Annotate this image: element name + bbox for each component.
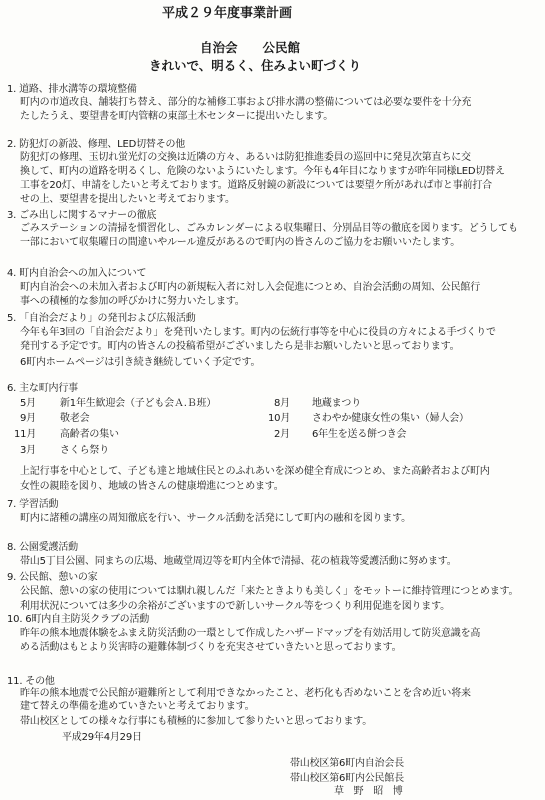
section-3-line: ごみステーションの清掃を慣習化し、ごみカレンダーによる収集曜日、分別品目等の徹底を図ります。どうしても (20, 223, 518, 234)
section-7-heading: 7. 学習活動 (7, 499, 59, 510)
event-month: 8月 (274, 398, 290, 409)
section-2-line: 工事を20灯、申請をしたいと考えております。道路反射鏡の新設については要望ケ所があれば市と事前打合 (20, 180, 492, 191)
event-month: 2月 (274, 429, 290, 440)
event-name: 地蔵まつり (312, 398, 361, 409)
signature-line: 帯山校区第6町内自治会長 (290, 758, 404, 769)
section-10-line: める活動はもとより災害時の避難体制づくりを充実させていきたいと思っております。 (20, 642, 402, 653)
section-5-line: 今年も年3回の「自治会だより」を発刊いたします。町内の伝統行事等を中心に役員の方々による手づくりで (20, 327, 496, 338)
section-9-line: 公民館、憩いの家の使用については馴れ親しんだ「来たときよりも美しく」をモットーに維持管理につとめます。 (20, 586, 519, 597)
section-1-line: 町内の市道改良、舗装打ち替え、部分的な補修工事および排水溝の整備については必要な要件を十分充 (20, 97, 472, 108)
section-6-heading: 6. 主な町内行事 (7, 383, 78, 394)
section-1-line: たしたうえ、要望書を町内管轄の東部土木センターに提出いたします。 (20, 111, 333, 122)
event-name: 高齢者の集い (60, 429, 119, 440)
section-2-heading: 2. 防犯灯の新設、修理、LED切替その他 (7, 139, 186, 150)
page-title: 平成２９年度事業計画 (162, 6, 293, 21)
section-3-line: 一部において収集曜日の間違いやルール違反があるので町内の皆さんのご協力をお願いいたします。 (20, 237, 460, 248)
event-name: さわやか健康女性の集い（婦人会） (312, 413, 469, 424)
section-9-heading: 9. 公民館、憩いの家 (7, 572, 98, 583)
section-8-heading: 8. 公園愛護活動 (7, 542, 78, 553)
section-2-line: 防犯灯の修理、玉切れ蛍光灯の交換は近隣の方々、あるいは防犯推進委員の巡回中に発見次第直ちに交 (20, 152, 471, 163)
section-8-line: 帯山5丁目公園、同まちの広場、地蔵堂周辺等を町内全体で清掃、花の植栽等愛護活動に努めます。 (20, 556, 457, 567)
slogan: きれいで、明るく、住みよい町づくり (149, 58, 362, 73)
section-5-line: 6町内ホームページは引き続き継続していく予定です。 (20, 357, 261, 368)
section-3-heading: 3. ごみ出しに関するマナーの徹底 (7, 210, 157, 221)
section-1-heading: 1. 道路、排水溝等の環境整備 (7, 84, 137, 95)
signature-name: 草 野 昭 博 (334, 786, 403, 797)
section-10-line: 昨年の熊本地震体験をふまえ防災活動の一環として作成したハザードマップを有効活用して防災意識を高 (20, 628, 481, 639)
org-line: 自治会 公民館 (200, 40, 301, 55)
section-10-heading: 10. 6町内自主防災クラブの活動 (7, 614, 150, 625)
event-name: さくら祭り (60, 445, 109, 456)
section-11-heading: 11. その他 (7, 676, 55, 687)
event-month: 10月 (268, 413, 291, 424)
event-month: 9月 (20, 413, 36, 424)
section-4-line: 事への積極的な参加の呼びかけに努力いたします。 (20, 296, 245, 307)
event-month: 5月 (20, 398, 36, 409)
section-4-line: 町内自治会への未加入者および町内の新規転入者に対し入会促進につとめ、自治会活動の周知、公民館行 (20, 282, 480, 293)
section-6-line: 女性の親睦を図り、地域の皆さんの健康増進につとめます。 (20, 481, 284, 492)
event-name: 6年生を送る餅つき会 (312, 429, 407, 440)
section-6-line: 上記行事を中心として、子ども達と地域住民とのふれあいを深め健全育成につとめ、また高齢者および町内 (20, 466, 490, 477)
section-9-line: 利用状況については多少の余裕がございますので新しいサークル等をつくり利用促進を図ります。 (20, 601, 450, 612)
event-name: 敬老会 (60, 413, 90, 424)
signature-line: 帯山校区第6町内公民館長 (290, 773, 404, 784)
section-11-line: 昨年の熊本地震で公民館が避難所として利用できなかったこと、老朽化も否めないことを含め近い将来 (20, 688, 471, 699)
section-11-line: 帯山校区としての様々な行事にも積極的に参加して参りたいと思っております。 (20, 716, 372, 727)
section-5-heading: 5. 「自治会だより」の発刊および広報活動 (7, 313, 196, 324)
section-4-heading: 4. 町内自治会への加入について (7, 268, 147, 279)
section-2-line: せの上、要望書を提出したいと考えております。 (20, 194, 235, 205)
document-date: 平成29年4月29日 (62, 732, 142, 743)
section-11-line: 建て替えの準備を進めていきたいと考えております。 (20, 701, 255, 712)
event-month: 3月 (20, 445, 36, 456)
section-2-line: 換して、町内の道路を明るくし、危険のないようにいたします。今年も4年目になりますが昨年同様LED切替え (20, 166, 505, 177)
section-5-line: 発刊する予定です。町内の皆さんの投稿希望がございましたら是非お願いしたいと思っております。 (20, 341, 460, 352)
section-7-line: 町内に諸種の講座の周知徹底を行い、サークル活動を活発にして町内の融和を図ります。 (20, 513, 411, 524)
event-month: 11月 (14, 429, 37, 440)
event-name: 新1年生歓迎会（子ども会Ａ.Ｂ班） (60, 398, 217, 409)
